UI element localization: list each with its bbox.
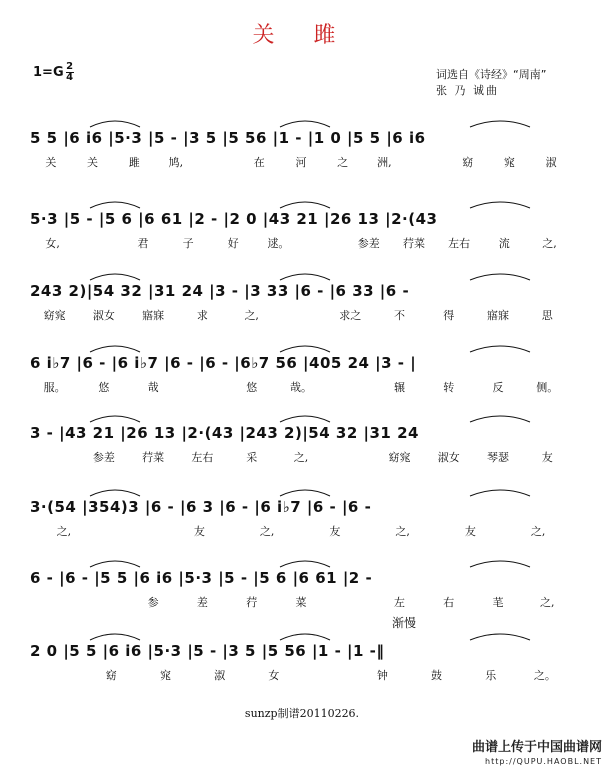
note-line: 5 5 |6 i6 |5·3 |5 - |3 5 |5 56 |1 - |1 0 |5 5 |6 i6 <box>30 129 426 147</box>
watermark-text: 曲谱上传于中国曲谱网 <box>471 740 602 755</box>
site-watermark <box>472 741 602 769</box>
lyric-word: 女, <box>45 237 60 250</box>
lyric-word <box>79 595 128 611</box>
lyric-line <box>30 668 572 684</box>
lyrics-credit: 词选自《诗经》“周南” <box>436 68 547 81</box>
lyric-word: 侧。 <box>536 381 559 394</box>
lyric-word <box>98 524 166 540</box>
lyric-word: 淑 <box>545 156 557 169</box>
lyric-word: 窈窕 <box>388 451 411 464</box>
lyric-word: 求 <box>196 309 208 322</box>
lyric-word: 雎 <box>128 156 140 169</box>
lyric-line <box>30 380 572 396</box>
lyric-word: 窕 <box>160 669 171 682</box>
watermark-url: http://QUPU.HAOBL.NET <box>485 757 602 766</box>
lyric-word <box>30 668 84 684</box>
note-line: 3·(54 |354)3 |6 - |6 3 |6 - |6 i♭7 |6 - |6 - <box>30 498 372 516</box>
lyric-word <box>301 668 355 684</box>
lyric-word: 参差 <box>357 237 380 250</box>
lyric-word: 之。 <box>533 669 556 682</box>
lyric-word <box>326 380 375 396</box>
lyric-word: 芼 <box>492 596 504 609</box>
lyric-word: 寤寐 <box>487 309 510 322</box>
lyric-line <box>30 524 572 540</box>
note-line: 243 2)|54 32 |31 24 |3 - |3 33 |6 - |6 33 |6 - <box>30 282 410 300</box>
lyric-word: 求之 <box>339 309 362 322</box>
lyric-word: 参差 <box>92 451 115 464</box>
lyric-word: 流 <box>498 237 510 250</box>
lyric-word: 友 <box>541 451 553 464</box>
lyric-word: 不 <box>393 309 405 322</box>
lyric-word: 好 <box>227 237 239 250</box>
transcriber-signature: sunzp制谱20110226. <box>244 707 360 720</box>
time-numerator: 2 <box>66 61 74 72</box>
lyric-word: 悠 <box>98 381 110 394</box>
lyric-word: 鸠, <box>168 156 184 169</box>
lyric-word: 之, <box>244 309 259 322</box>
note-line: 6 - |6 - |5 5 |6 i6 |5·3 |5 - |5 6 |6 61 |2 - <box>30 569 373 587</box>
lyric-word: 辗 <box>393 381 405 394</box>
lyric-word: 在 <box>253 156 265 169</box>
song-title: 关 雎 <box>252 23 352 48</box>
key-label: 1=G <box>33 65 64 80</box>
lyric-word <box>301 236 346 252</box>
lyric-word: 女 <box>268 669 280 682</box>
lyric-word: 逑。 <box>267 237 290 250</box>
lyric-word: 荇 <box>246 596 258 609</box>
lyric-word: 子 <box>182 237 194 250</box>
lyric-word: 服。 <box>43 381 66 394</box>
lyric-line <box>30 236 572 252</box>
lyric-word: 哉 <box>147 381 159 394</box>
lyric-line <box>30 155 572 171</box>
lyric-word: 之, <box>395 525 410 538</box>
lyric-word: 荇菜 <box>142 451 165 464</box>
lyric-word: 之 <box>337 156 349 169</box>
lyric-word: 之, <box>259 525 275 538</box>
note-line: 3 - |43 21 |26 13 |2·(43 |243 2)|54 32 |31 24 <box>30 424 419 442</box>
music-credit: 张 乃 诚曲 <box>436 84 499 97</box>
lyric-word <box>326 595 375 611</box>
lyric-word: 之, <box>56 525 72 538</box>
lyric-word: 转 <box>443 381 455 394</box>
lyric-word: 悠 <box>246 381 258 394</box>
lyric-word: 右 <box>443 596 455 609</box>
lyric-word: 之, <box>293 451 309 464</box>
lyric-word: 友 <box>193 525 205 538</box>
lyric-word: 之, <box>542 237 557 250</box>
lyric-word: 左右 <box>448 237 471 250</box>
lyric-word: 淑女 <box>437 451 460 464</box>
lyric-word: 窈 <box>105 669 117 682</box>
lyric-word: 琴瑟 <box>487 451 510 464</box>
lyric-word: 之, <box>530 525 546 538</box>
lyric-word <box>276 308 325 324</box>
time-denominator: 4 <box>66 72 74 83</box>
lyric-word <box>75 236 120 252</box>
lyric-word: 菜 <box>295 596 307 609</box>
lyric-word: 淑 <box>214 669 226 682</box>
lyric-word: 钟 <box>376 669 388 682</box>
tempo-mark: 渐慢 <box>392 616 417 630</box>
lyric-word: 友 <box>464 525 476 538</box>
note-line: 2 0 |5 5 |6 i6 |5·3 |5 - |3 5 |5 56 |1 - |1 -‖ <box>30 642 385 660</box>
lyric-word: 之, <box>540 596 555 609</box>
time-signature <box>66 62 74 83</box>
lyric-word <box>405 155 447 171</box>
lyric-word: 淑女 <box>92 309 115 322</box>
lyric-word: 反 <box>492 381 504 394</box>
lyric-word <box>197 155 239 171</box>
lyric-word: 参 <box>147 596 159 609</box>
lyric-word: 乐 <box>485 669 497 682</box>
lyric-word <box>30 450 79 466</box>
lyric-word: 河 <box>295 156 307 169</box>
lyric-word: 左右 <box>191 451 214 464</box>
lyric-word: 关 <box>45 156 57 169</box>
lyric-word <box>326 450 375 466</box>
lyric-word: 洲, <box>377 156 392 169</box>
lyric-word: 窈 <box>462 156 474 169</box>
note-line: 6 i♭7 |6 - |6 i♭7 |6 - |6 - |6♭7 56 |405 24 |3 - | <box>30 354 417 372</box>
lyric-word: 哉。 <box>289 381 312 394</box>
lyric-word: 窈窕 <box>43 309 66 322</box>
lyric-word <box>178 380 227 396</box>
lyric-word: 荇菜 <box>402 237 425 250</box>
lyric-line <box>30 450 572 466</box>
lyric-word: 友 <box>329 525 341 538</box>
lyric-word: 差 <box>196 596 208 609</box>
lyric-word: 思 <box>541 309 553 322</box>
key-signature <box>33 62 74 83</box>
lyric-word: 窕 <box>503 156 515 169</box>
lyric-word: 左 <box>393 596 405 609</box>
lyric-line <box>30 308 572 324</box>
lyric-word <box>30 595 79 611</box>
lyric-word: 采 <box>246 451 258 464</box>
lyric-word: 寤寐 <box>142 309 165 322</box>
lyric-word: 君 <box>137 237 149 250</box>
lyric-word: 得 <box>443 309 455 322</box>
note-line: 5·3 |5 - |5 6 |6 61 |2 - |2 0 |43 21 |26 13 |2·(43 <box>30 210 438 228</box>
lyric-word: 关 <box>87 156 99 169</box>
lyric-word: 鼓 <box>431 669 443 682</box>
lyric-line <box>30 595 572 611</box>
